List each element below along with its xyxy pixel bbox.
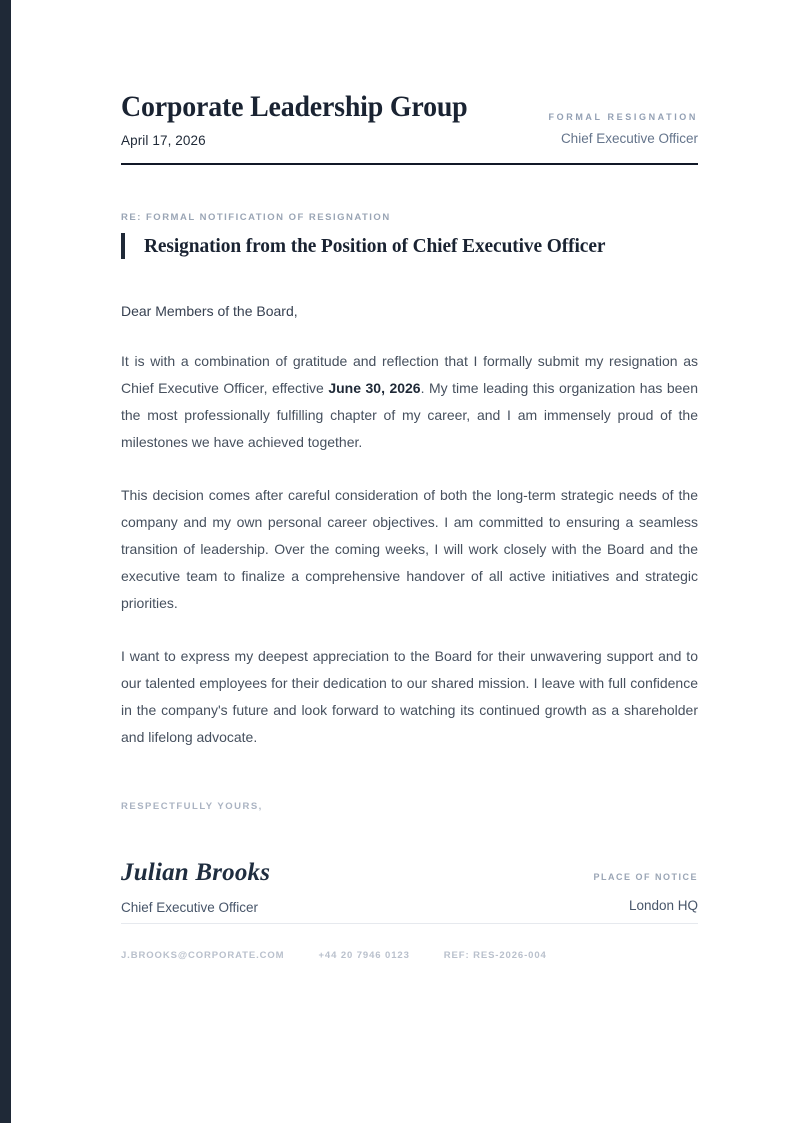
paragraph-1-lead: It is with a combination of gratitude and reflection that I formally submit my resignation as Chief Executive Officer, effective: [121, 353, 698, 396]
subject-block: [121, 212, 698, 259]
letter-date: April 17, 2026: [121, 133, 206, 148]
salutation: Dear Members of the Board,: [121, 303, 298, 319]
place-of-notice-value: London HQ: [628, 898, 698, 913]
signature-left: [121, 860, 270, 915]
footer-contact-row: [121, 950, 698, 961]
left-accent-spine: [0, 0, 11, 1123]
letterhead-role: Chief Executive Officer: [560, 131, 698, 146]
title-row: [121, 233, 698, 259]
place-of-notice-block: [593, 872, 698, 915]
letterhead-left: [121, 92, 494, 148]
paragraph-1-tail: . My time leading this organization has been the most professionally fulfilling chapter of my career, and I am immensely proud of the milestones we have achieved together.: [121, 380, 698, 450]
contact-email[interactable]: J.BROOKS@CORPORATE.COM: [121, 950, 285, 961]
body-paragraph-3: I want to express my deepest appreciation to the Board for their unwavering support and to our talented employees for their dedication to our shared mission. I leave with full confidence in the company's future and look forward to watching its continued growth as a shareholder and lifelong advocate.: [121, 648, 698, 745]
place-of-notice-label: PLACE OF NOTICE: [593, 872, 698, 882]
letterhead: [121, 0, 698, 148]
signoff-label: RESPECTFULLY YOURS,: [121, 801, 263, 812]
body-paragraph-2: This decision comes after careful consideration of both the long-term strategic needs of the company and my own personal career objectives. I am committed to ensuring a seamless transition of leadership. Over the coming weeks, I will work closely with the Board and the executive team to finalize a comprehensive handover of all active initiatives and strategic priorities.: [121, 487, 698, 611]
document-title: Resignation from the Position of Chief Executive Officer: [144, 234, 606, 257]
header-divider: [121, 163, 698, 165]
effective-date-emphasis: June 30, 2026: [328, 380, 421, 396]
letter-page: [121, 0, 698, 961]
signature-block: [121, 860, 698, 915]
contact-phone[interactable]: +44 20 7946 0123: [318, 950, 410, 961]
letter-body: [121, 301, 698, 751]
letterhead-right: [549, 112, 698, 148]
footer-divider: [121, 923, 698, 924]
body-paragraph-1: [121, 348, 698, 456]
company-name: Corporate Leadership Group: [121, 90, 468, 123]
contact-reference: REF: RES-2026-004: [443, 950, 547, 961]
title-accent-bar: [121, 233, 125, 259]
signer-title: Chief Executive Officer: [121, 900, 259, 915]
signature-mark: Julian Brooks: [121, 859, 271, 886]
subject-eyebrow: RE: FORMAL NOTIFICATION OF RESIGNATION: [121, 212, 391, 223]
document-kind-label: FORMAL RESIGNATION: [548, 112, 698, 122]
